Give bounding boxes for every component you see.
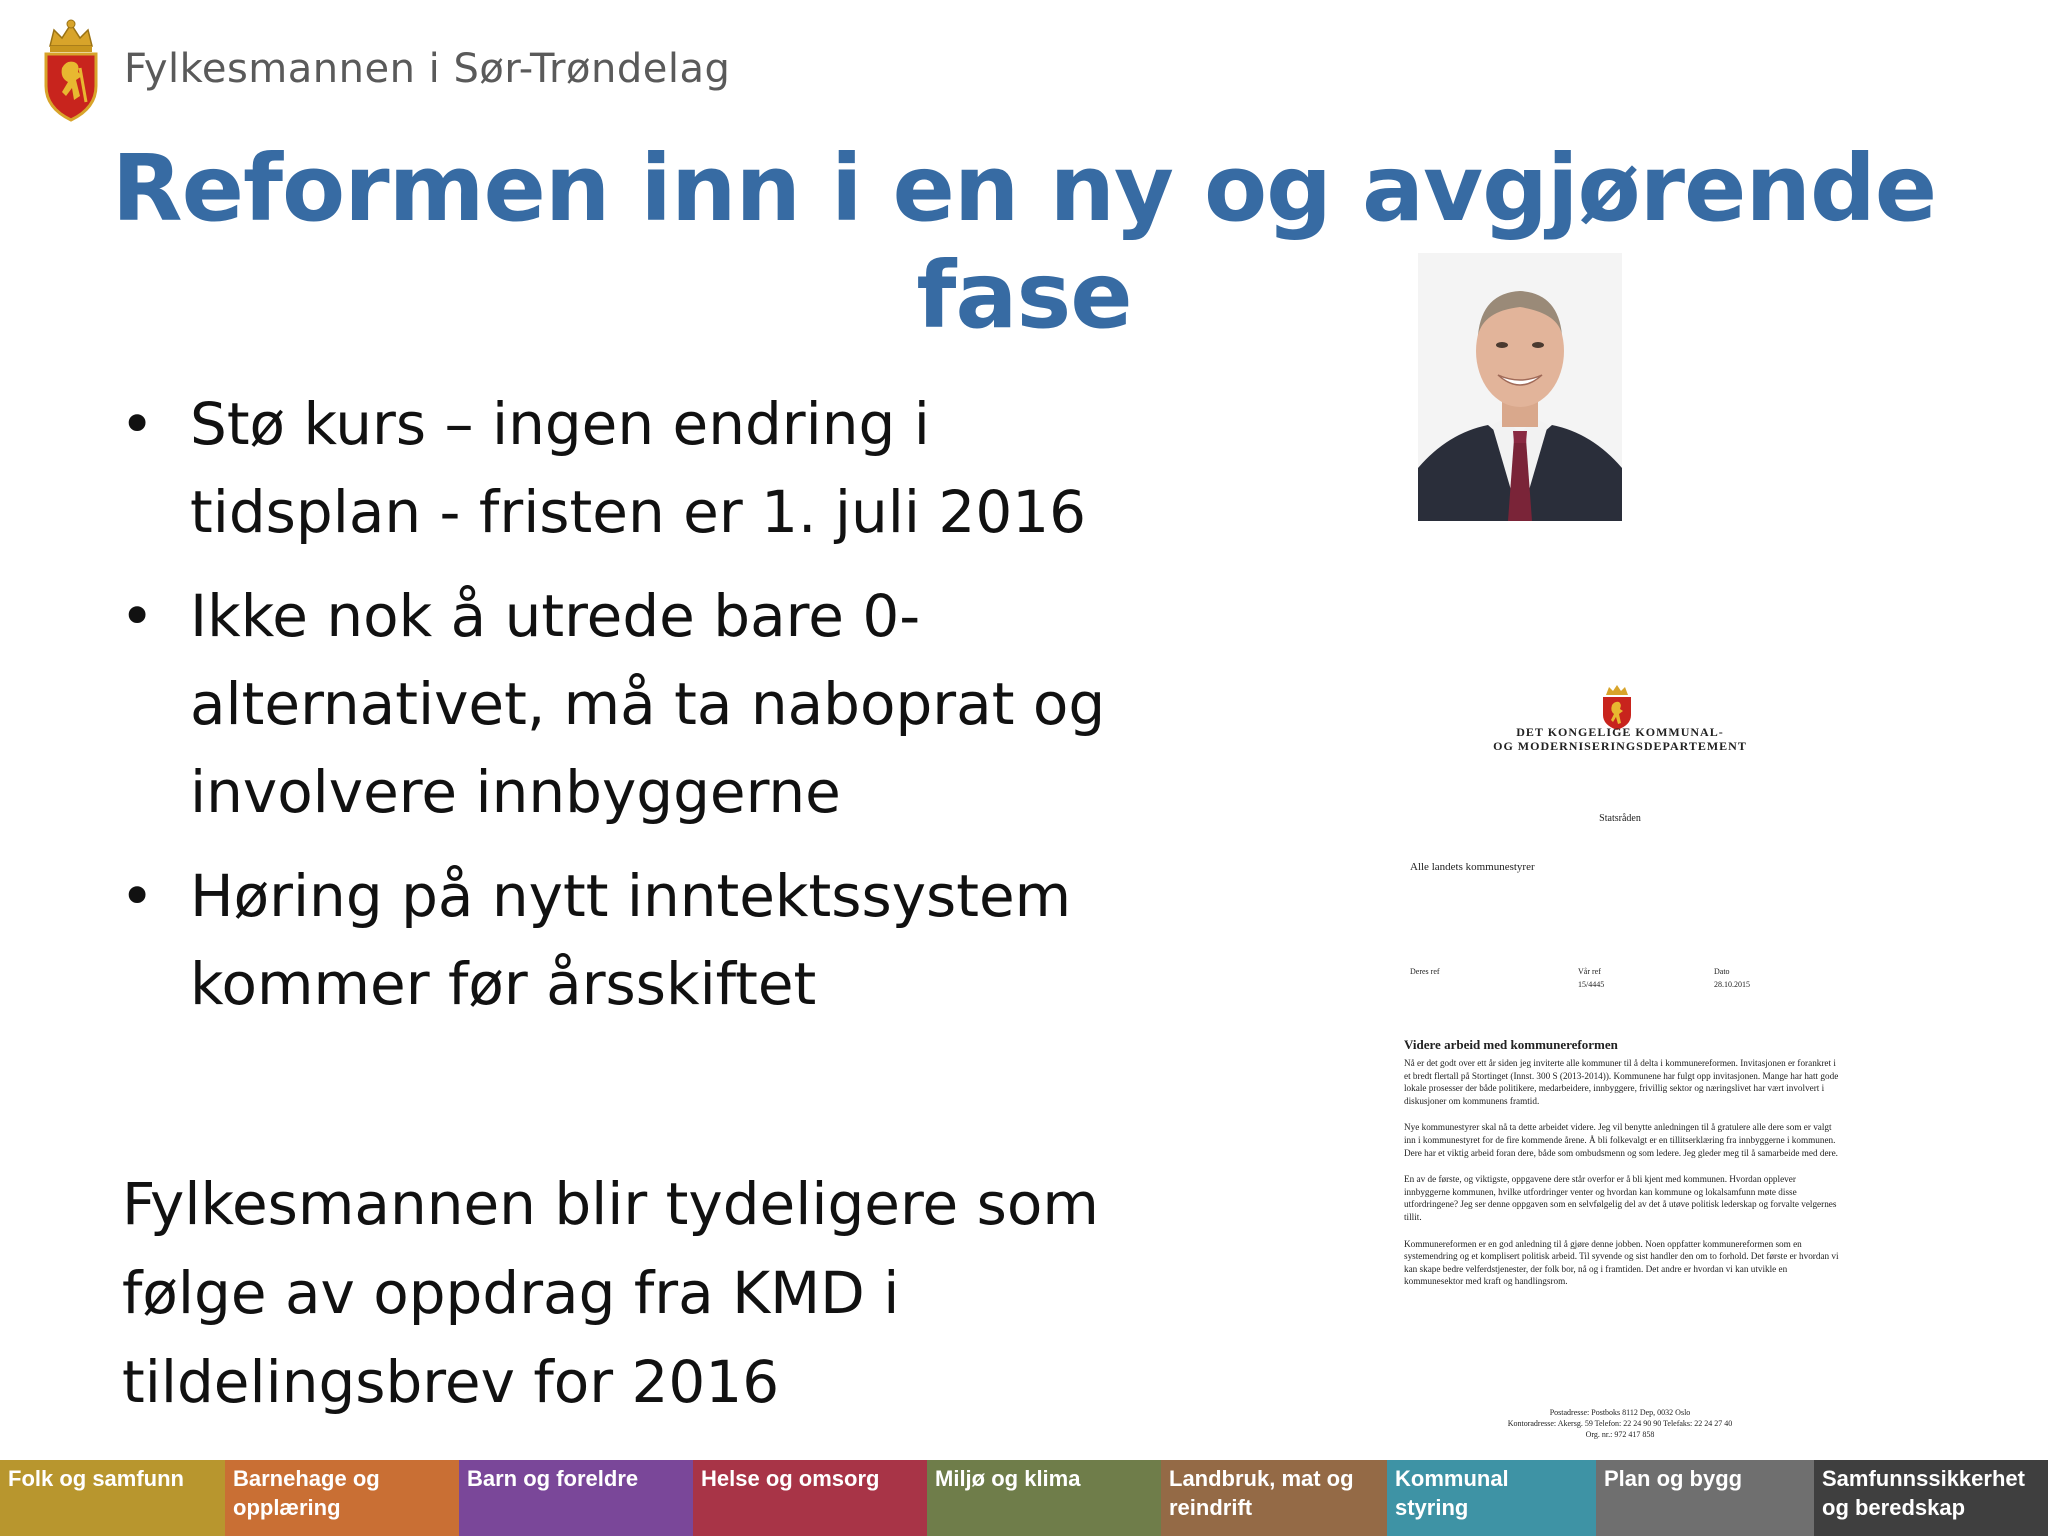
slide-title: Reformen inn i en ny og avgjørende fase	[111, 135, 1937, 349]
footer-line: Kontoradresse: Akersg. 59 Telefon: 22 24 90 90 Telefaks: 22 24 27 40	[1507, 1419, 1733, 1428]
bullet-item: • Høring på nytt inntektssystem kommer før årsskiftet	[120, 852, 1160, 1028]
summary-paragraph: Fylkesmannen blir tydeligere som følge av oppdrag fra KMD i tildelingsbrev for 2016	[122, 1170, 1099, 1416]
meta-value: 28.10.2015	[1714, 980, 1750, 989]
topic-tab-helse-og-omsorg[interactable]: Helse og omsorg	[693, 1460, 927, 1536]
ministry-name-line: OG MODERNISERINGSDEPARTEMENT	[1493, 739, 1747, 753]
letter-footer	[1360, 1407, 1880, 1440]
letter-subject: Videre arbeid med kommunereformen	[1404, 1037, 1618, 1052]
slide-header	[40, 14, 730, 124]
topic-bar	[0, 1460, 2048, 1536]
topic-tab-folk-og-samfunn[interactable]: Folk og samfunn	[0, 1460, 225, 1536]
topic-tab-kommunal-styring[interactable]: Kommunal styring	[1387, 1460, 1596, 1536]
topic-tab-plan-og-bygg[interactable]: Plan og bygg	[1596, 1460, 1814, 1536]
footer-line: Org. nr.: 972 417 858	[1585, 1430, 1655, 1439]
bullet-item: • Stø kurs – ingen endring i tidsplan - fristen er 1. juli 2016	[120, 380, 1160, 556]
topic-tab-samfunnssikkerhet[interactable]: Samfunnssikkerhet og beredskap	[1814, 1460, 2048, 1536]
footer-line: Postadresse: Postboks 8112 Dep, 0032 Oslo	[1549, 1408, 1691, 1417]
meta-value: 15/4445	[1578, 980, 1605, 989]
minister-portrait	[1418, 253, 1622, 521]
letter-paragraph: Nå er det godt over ett år siden jeg inviterte alle kommuner til å delta i kommunereformen. Invitasjonen er forankret i et bredt flertall på Stortinget (Innst. 300 S (2013-2014)). Kommunene har fulgt opp invitasjonen. Mange har hatt gode lokale prosesser der både politikere, medarbeidere, innbyggere, frivillig sektor og næringslivet har vært involvert i diskusjoner om kommunens framtid.	[1404, 1058, 1839, 1106]
letter-meta-deres-ref	[1410, 965, 1440, 978]
ministry-crest-icon	[1600, 683, 1634, 731]
ministry-letter	[1360, 665, 1880, 1465]
coat-of-arms-icon	[40, 16, 102, 122]
letter-paragraph: Nye kommunestyrer skal nå ta dette arbeidet videre. Jeg vil benytte anledningen til å gratulere alle dere som er valgt inn i kommunestyret for de fire kommende årene. Å bli folkevalgt er en tillitserklæring fra innbyggerne i kommunen. Dere har et viktig arbeid foran dere, både som ombudsmenn og som ledere. Jeg gleder meg til å samarbeide med dere.	[1404, 1122, 1838, 1158]
bullet-list	[120, 380, 1160, 1044]
meta-label: Deres ref	[1410, 967, 1440, 976]
topic-tab-barn-og-foreldre[interactable]: Barn og foreldre	[459, 1460, 693, 1536]
meta-label: Vår ref	[1578, 967, 1601, 976]
ministry-name	[1360, 725, 1880, 753]
ministry-name-line: DET KONGELIGE KOMMUNAL-	[1516, 725, 1724, 739]
organization-name: Fylkesmannen i Sør-Trøndelag	[124, 46, 731, 92]
topic-tab-miljo-og-klima[interactable]: Miljø og klima	[927, 1460, 1161, 1536]
topic-tab-landbruk[interactable]: Landbruk, mat og reindrift	[1161, 1460, 1387, 1536]
letter-recipient: Alle landets kommunestyrer	[1410, 861, 1535, 873]
letter-meta-var-ref	[1578, 965, 1604, 991]
letter-paragraph: En av de første, og viktigste, oppgavene dere står overfor er å bli kjent med kommunen. Hvordan opplever innbyggerne kommunen, hvilke utfordringer venter og hvordan kan kommune og lokalsamfunn møte disse utfordringene? Jeg ser denne oppgaven som en selvfølgelig del av det å utøve politisk lederskap og forvalte velgernes tillit.	[1404, 1174, 1837, 1222]
topic-tab-barnehage[interactable]: Barnehage og opplæring	[225, 1460, 459, 1536]
meta-label: Dato	[1714, 967, 1730, 976]
letter-body	[1404, 1057, 1844, 1302]
bullet-item: • Ikke nok å utrede bare 0-alternativet, må ta naboprat og involvere innbyggerne	[120, 572, 1160, 836]
letter-sender: Statsråden	[1599, 813, 1641, 824]
letter-paragraph: Kommunereformen er en god anledning til å gjøre denne jobben. Noen oppfatter kommunereformen som en systemendring og et komplisert politisk arbeid. Til syvende og sist handler den om to forhold. Det første er hvordan vi kan skape bedre velferdstjenester, der folk bor, nå og i framtiden. Det andre er hvordan vi kan utvikle en kommunesektor med kraft og handlingsrom.	[1404, 1238, 1839, 1287]
letter-meta-date	[1714, 965, 1750, 991]
